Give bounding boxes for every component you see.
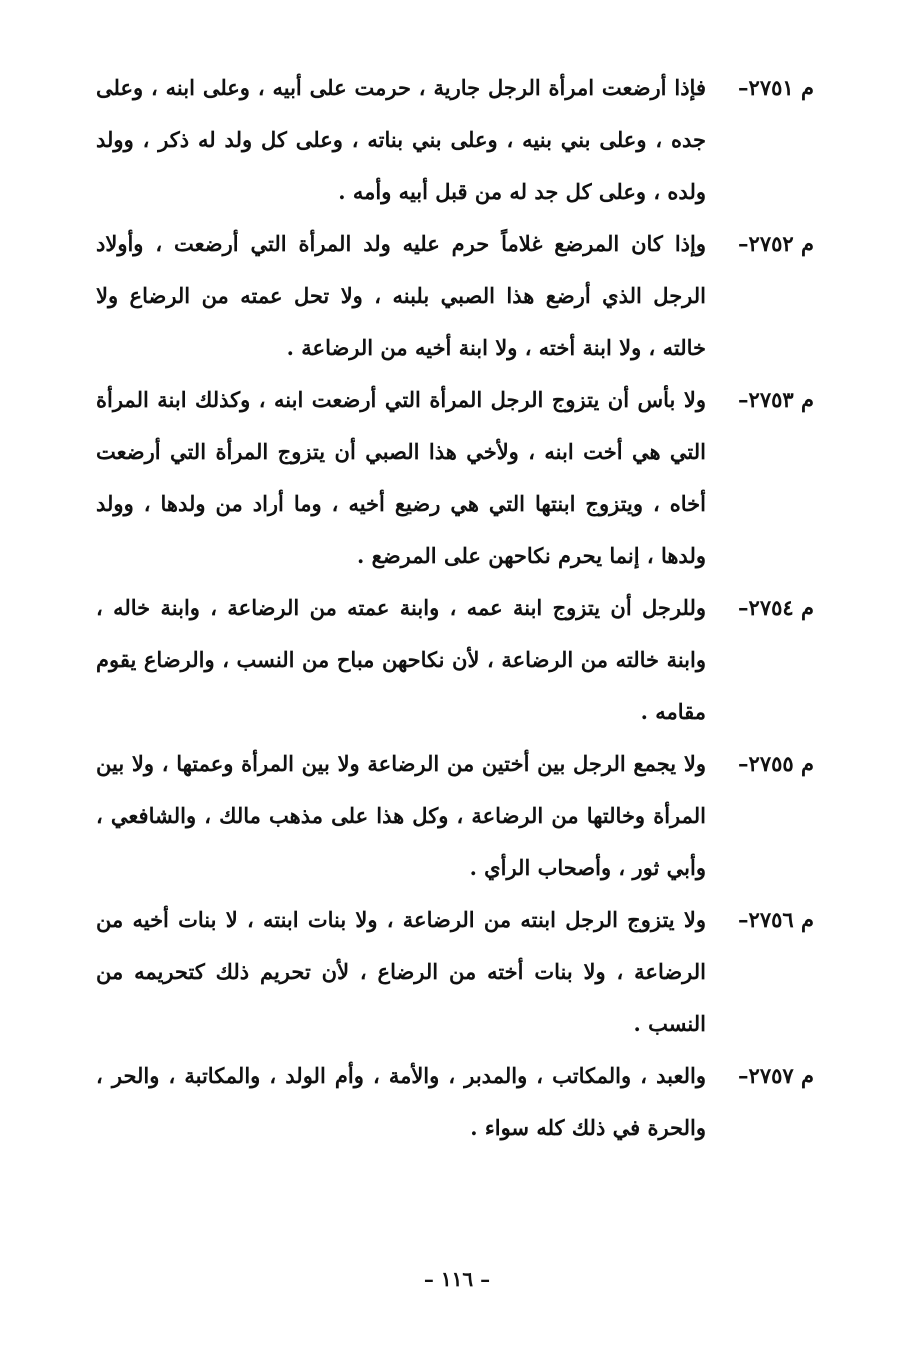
page-body xyxy=(96,62,814,1154)
entry-text: والعبد ، والمكاتب ، والمدبر ، والأمة ، وأم الولد ، والمكاتبة ، والحر ، والحرة في ذلك كله سواء . xyxy=(96,1063,706,1140)
entry-number: م ٢٧٥٤– xyxy=(738,595,814,620)
entry-2752 xyxy=(96,218,814,374)
page-number: – ١١٦ – xyxy=(423,1267,491,1291)
entry-text: ولا يجمع الرجل بين أختين من الرضاعة ولا بين المرأة وعمتها ، ولا بين المرأة وخالتها من الرضاعة ، وكل هذا على مذهب مالك ، والشافعي ، وأبي ثور ، وأصحاب الرأي . xyxy=(96,751,706,880)
entry-number: م ٢٧٥٧– xyxy=(738,1063,814,1088)
entry-number: م ٢٧٥٦– xyxy=(738,907,814,932)
entry-text: فإذا أرضعت امرأة الرجل جارية ، حرمت على أبيه ، وعلى ابنه ، وعلى جده ، وعلى بني بنيه ، وعلى بني بناته ، وعلى كل ولد له ذكر ، وولد ولده ، وعلى كل جد له من قبل أبيه وأمه . xyxy=(96,75,706,204)
entry-text: ولا يتزوج الرجل ابنته من الرضاعة ، ولا بنات ابنته ، لا بنات أخيه من الرضاعة ، ولا بنات أخته من الرضاع ، لأن تحريم ذلك كتحريمه من النسب . xyxy=(96,907,706,1036)
entry-text: وإذا كان المرضع غلاماً حرم عليه ولد المرأة التي أرضعت ، وأولاد الرجل الذي أرضع هذا الصبي بلبنه ، ولا تحل عمته من الرضاع ولا خالته ، ولا ابنة أخته ، ولا ابنة أخيه من الرضاعة . xyxy=(96,231,706,360)
entry-number: م ٢٧٥٥– xyxy=(738,751,814,776)
entry-2751 xyxy=(96,62,814,218)
entry-text: ولا بأس أن يتزوج الرجل المرأة التي أرضعت ابنه ، وكذلك ابنة المرأة التي هي أخت ابنه ، ولأخي هذا الصبي أن يتزوج المرأة التي أرضعت أخاه ، ويتزوج ابنتها التي هي رضيع أخيه ، وما أراد من ولدها ، وولد ولدها ، إنما يحرم نكاحهن على المرضع . xyxy=(96,387,706,568)
entry-2756 xyxy=(96,894,814,1050)
entry-text: وللرجل أن يتزوج ابنة عمه ، وابنة عمته من الرضاعة ، وابنة خاله ، وابنة خالته من الرضاعة ، لأن نكاحهن مباح من النسب ، والرضاع يقوم مقامه . xyxy=(96,595,706,724)
entry-number: م ٢٧٥٢– xyxy=(738,231,814,256)
entry-2753 xyxy=(96,374,814,582)
entry-2755 xyxy=(96,738,814,894)
entry-2754 xyxy=(96,582,814,738)
entry-number: م ٢٧٥٣– xyxy=(738,387,814,412)
entry-number: م ٢٧٥١– xyxy=(738,75,814,100)
entry-2757 xyxy=(96,1050,814,1154)
